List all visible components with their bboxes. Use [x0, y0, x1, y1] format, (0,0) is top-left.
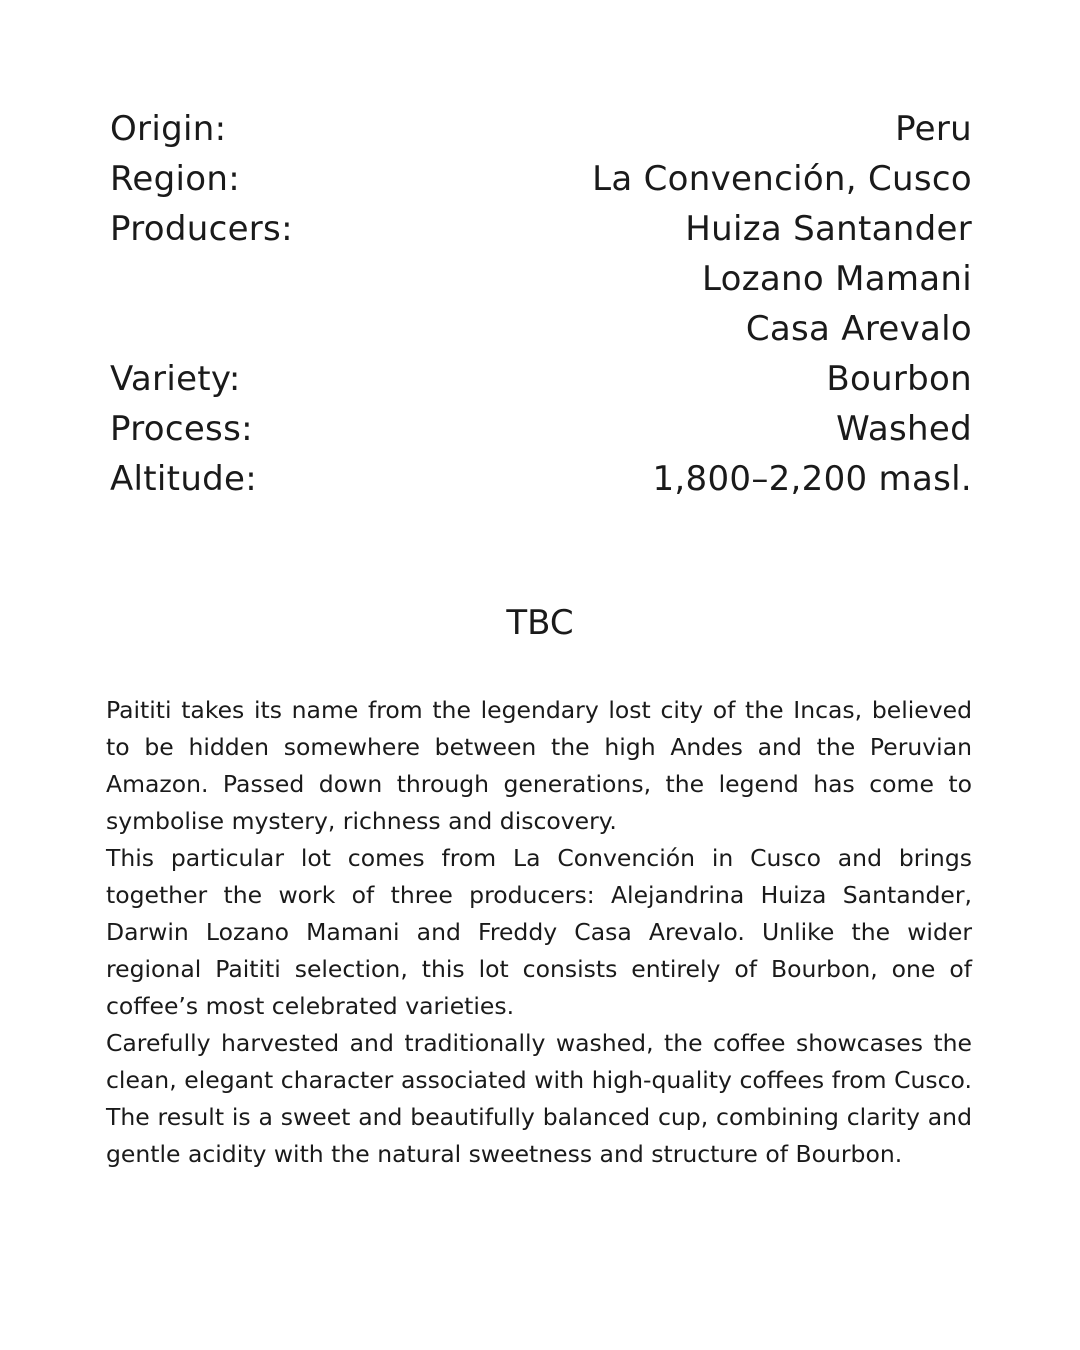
spec-value: Peru: [895, 109, 972, 149]
spec-values: [826, 354, 972, 404]
spec-values: [685, 204, 972, 354]
description-paragraph: Carefully harvested and traditionally washed, the coffee showcases the clean, elegant character associated with high-quality coffees from Cusco. The result is a sweet and beautifully balanced cup, combining clarity and gentle acidity with the natural sweetness and structure of Bourbon.: [106, 1029, 972, 1168]
spec-row-variety: [110, 354, 972, 404]
spec-value: Huiza Santander: [685, 209, 972, 249]
description-paragraph: Paititi takes its name from the legendary lost city of the Incas, believed to be hidden somewhere between the high Andes and the Peruvian Amazon. Passed down through generations, the legend has come to symbolise mystery, richness and discovery.: [106, 696, 972, 835]
coffee-specs: [110, 104, 972, 504]
spec-row-region: [110, 154, 972, 204]
spec-label: Process:: [110, 409, 253, 449]
spec-value: Bourbon: [826, 359, 972, 399]
spec-value: Lozano Mamani: [701, 259, 972, 299]
spec-label: Origin:: [110, 109, 227, 149]
spec-row-origin: [110, 104, 972, 154]
description: [106, 692, 972, 1173]
spec-row-producers: [110, 204, 972, 354]
spec-row-altitude: [110, 454, 972, 504]
spec-label: Variety:: [110, 359, 241, 399]
spec-value: Casa Arevalo: [745, 309, 972, 349]
spec-value: 1,800–2,200 masl.: [652, 459, 972, 499]
spec-label: Altitude:: [110, 459, 258, 499]
spec-values: [895, 104, 972, 154]
spec-value: La Convención, Cusco: [592, 159, 972, 199]
tbc-heading: TBC: [506, 603, 574, 643]
description-paragraph: This particular lot comes from La Convención in Cusco and brings together the work of three producers: Alejandrina Huiza Santander, Darwin Lozano Mamani and Freddy Casa Arevalo. Unlike the wider regional Paititi selection, this lot consists entirely of Bourbon, one of coffee’s most celebrated varieties.: [106, 844, 972, 1020]
spec-values: [652, 454, 972, 504]
spec-values: [836, 404, 972, 454]
spec-label: Producers:: [110, 209, 293, 249]
spec-row-process: [110, 404, 972, 454]
spec-values: [592, 154, 972, 204]
spec-value: Washed: [836, 409, 972, 449]
spec-label: Region:: [110, 159, 240, 199]
